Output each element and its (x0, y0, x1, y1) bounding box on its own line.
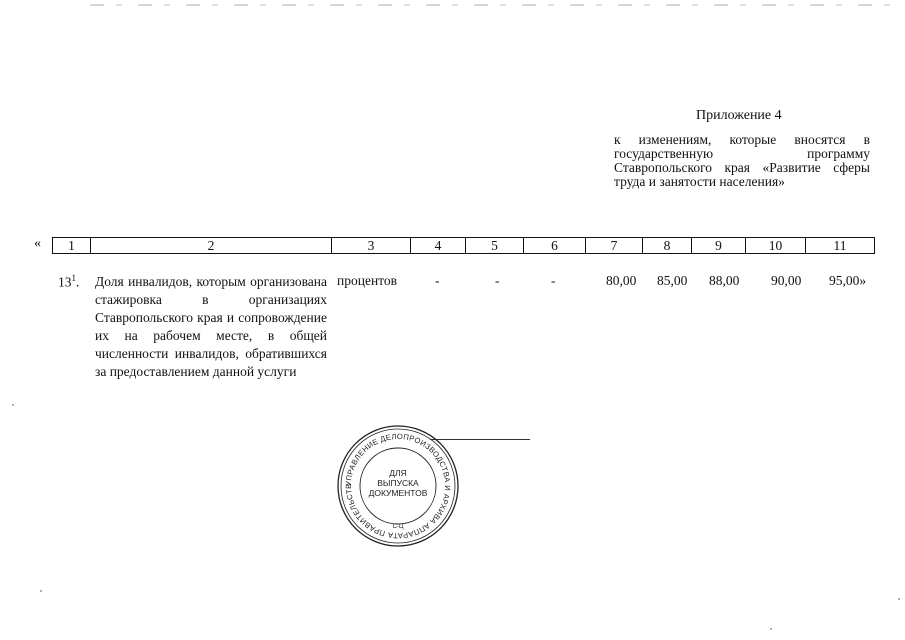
official-stamp (336, 424, 460, 548)
scan-speck (12, 404, 14, 406)
scan-speck (898, 598, 900, 600)
opening-quote: « (34, 236, 41, 251)
svg-text:УПРАВЛЕНИЕ ДЕЛОПРОИЗВОДСТВА И: УПРАВЛЕНИЕ ДЕЛОПРОИЗВОДСТВА И АРХИВА АППАРАТА ПРАВИТЕЛЬСТВ (343, 431, 453, 541)
value-col7: 80,00 (606, 273, 637, 288)
header-cell-4: 4 (410, 237, 466, 254)
scan-artifact (90, 4, 900, 6)
unit-cell: процентов (337, 273, 398, 288)
appendix-title: Приложение 4 (696, 108, 782, 123)
scan-speck (40, 590, 42, 592)
value-col6: - (551, 273, 556, 288)
value-col8: 85,00 (657, 273, 688, 288)
header-cell-2: 2 (90, 237, 332, 254)
header-cell-5: 5 (465, 237, 524, 254)
header-cell-3: 3 (331, 237, 411, 254)
header-cell-11: 11 (805, 237, 875, 254)
value-col11: 95,00» (829, 273, 867, 288)
indicator-description: Доля инвалидов, которым организована стажировка в организациях Ставропольского края и сопровождение их на рабочем месте, в общей численности инвалидов, обратившихся за предоставлением данной услуги (95, 274, 327, 379)
stamp-center-text: ДЛЯ ВЫПУСКА ДОКУМЕНТОВ (368, 468, 428, 498)
header-cell-1: 1 (52, 237, 91, 254)
header-cell-9: 9 (691, 237, 746, 254)
header-cell-7: 7 (585, 237, 643, 254)
header-cell-6: 6 (523, 237, 586, 254)
row-number-superscript: 1 (71, 273, 76, 283)
value-col10: 90,00 (771, 273, 802, 288)
header-cell-10: 10 (745, 237, 806, 254)
value-col5: - (495, 273, 500, 288)
row-number: $13^1$. (58, 273, 80, 290)
svg-text:С-Ц: С-Ц (392, 524, 404, 530)
scan-speck (770, 628, 772, 630)
value-col9: 88,00 (709, 273, 740, 288)
value-col4: - (435, 273, 440, 288)
appendix-text: к изменениям, которые вносятся в государственную программу Ставропольского края «Развитие сферы труда и занятости населения» (614, 132, 870, 189)
header-cell-8: 8 (642, 237, 692, 254)
